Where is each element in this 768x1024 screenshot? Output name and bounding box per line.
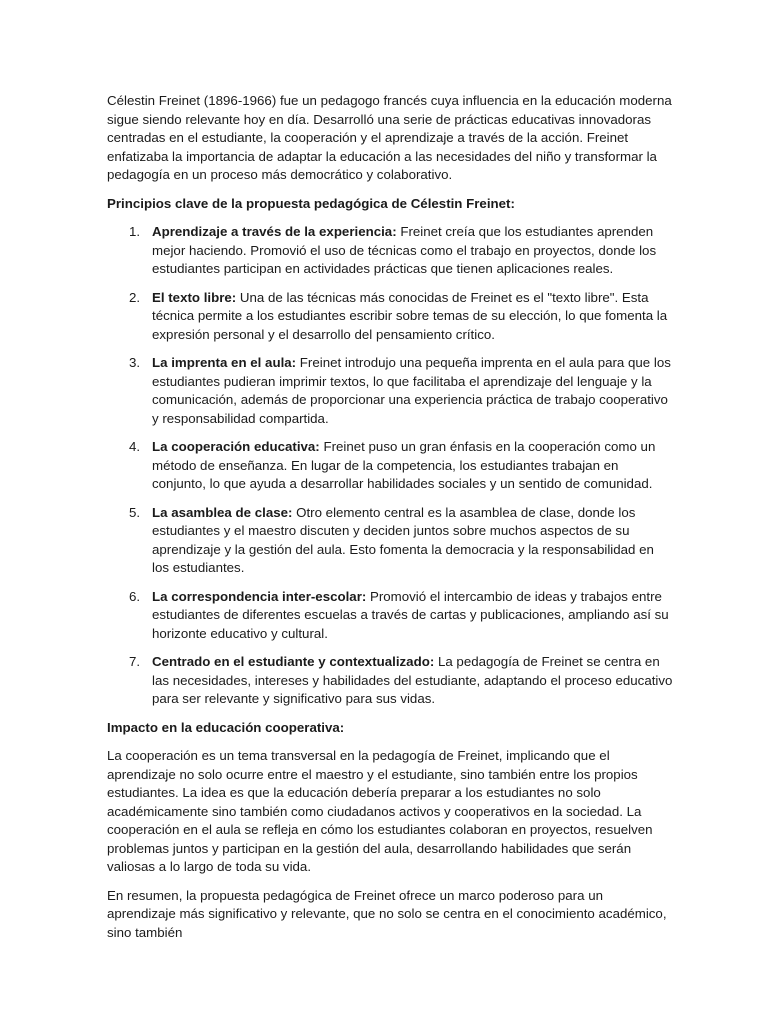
list-item-text: Otro elemento central es la asamblea de clase, donde los estudiantes y el maestro discuten y deciden juntos sobre muchos aspectos de su aprendizaje y la gestión del aula. Esto fomenta la democracia y la responsabilidad en los estudiantes.: [152, 504, 654, 575]
list-item: [107, 289, 673, 345]
list-item-text: Freinet creía que los estudiantes aprenden mejor haciendo. Promovió el uso de técnicas como el trabajo en proyectos, donde los estudiantes participan en actividades prácticas que tienen aplicaciones reales.: [152, 224, 657, 276]
list-item-number: 3.: [129, 355, 141, 370]
list-item: [107, 223, 673, 279]
list-item-number: 5.: [129, 504, 141, 520]
list-item-number: 4.: [129, 439, 141, 454]
principles-list: [107, 223, 673, 709]
document-page: [107, 92, 673, 952]
list-item-text: Promovió el intercambio de ideas y trabajos entre estudiantes de diferentes escuelas a través de cartas y publicaciones, ampliando así su horizonte educativo y cultural.: [152, 588, 669, 641]
list-item-term: La cooperación educativa:: [152, 439, 320, 454]
list-item-number: 6.: [129, 588, 141, 604]
list-item-text: Freinet puso un gran énfasis en la cooperación como un método de enseñanza. En lugar de la competencia, los estudiantes trabajan en conjunto, lo que ayuda a desarrollar habilidades sociales y un sentido de comunidad.: [152, 439, 656, 491]
list-item-number: 1.: [129, 224, 141, 239]
list-item-term: Centrado en el estudiante y contextualizado:: [152, 654, 435, 669]
list-item: [107, 438, 673, 494]
summary-paragraph: En resumen, la propuesta pedagógica de Freinet ofrece un marco poderoso para un aprendizaje más significativo y relevante, que no solo se centra en el conocimiento académico, sino también: [107, 887, 667, 940]
list-item-term: Aprendizaje a través de la experiencia:: [152, 224, 397, 239]
list-item-number: 2.: [129, 289, 141, 305]
impact-paragraph: La cooperación es un tema transversal en la pedagogía de Freinet, implicando que el aprendizaje no solo ocurre entre el maestro y el estudiante, sino también entre los propios estudiantes. La idea es que la educación debería preparar a los estudiantes no solo académicamente sino también como ciudadanos activos y cooperativos en la sociedad. La cooperación en el aula se refleja en cómo los estudiantes colaboran en proyectos, resuelven problemas juntos y participan en la gestión del aula, desarrollando habilidades que serán valiosas a lo largo de toda su vida.: [107, 748, 653, 874]
list-item-term: La imprenta en el aula:: [152, 355, 297, 370]
list-item-term: La correspondencia inter-escolar:: [152, 588, 367, 604]
list-item-text: Freinet introdujo una pequeña imprenta en el aula para que los estudiantes pudieran imprimir textos, lo que facilitaba el aprendizaje del lenguaje y la comunicación, además de proporcionar una experiencia práctica de trabajo cooperativo y responsabilidad compartida.: [152, 355, 671, 426]
list-item: [107, 504, 673, 578]
list-item: [107, 354, 673, 428]
list-item-text: Una de las técnicas más conocidas de Freinet es el "texto libre". Esta técnica permite a los estudiantes escribir sobre temas de su elección, lo que fomenta la expresión personal y el desarrollo del pensamiento crítico.: [152, 289, 668, 342]
list-item-term: La asamblea de clase:: [152, 504, 293, 520]
list-item: [107, 653, 673, 709]
list-item-text: La pedagogía de Freinet se centra en las necesidades, intereses y habilidades del estudiante, adaptando el proceso educativo para ser relevante y significativo para sus vidas.: [152, 654, 673, 706]
impact-heading: Impacto en la educación cooperativa:: [107, 719, 345, 735]
intro-paragraph: Célestin Freinet (1896-1966) fue un pedagogo francés cuya influencia en la educación moderna sigue siendo relevante hoy en día. Desarrolló una serie de prácticas educativas innovadoras centradas en el estudiante, la cooperación y el aprendizaje a través de la acción. Freinet enfatizaba la importancia de adaptar la educación a las necesidades del niño y transformar la pedagogía en un proceso más democrático y colaborativo.: [107, 93, 672, 182]
list-item-number: 7.: [129, 654, 141, 669]
list-item: [107, 588, 673, 644]
principles-heading: Principios clave de la propuesta pedagógica de Célestin Freinet:: [107, 195, 515, 211]
list-item-term: El texto libre:: [152, 289, 237, 305]
